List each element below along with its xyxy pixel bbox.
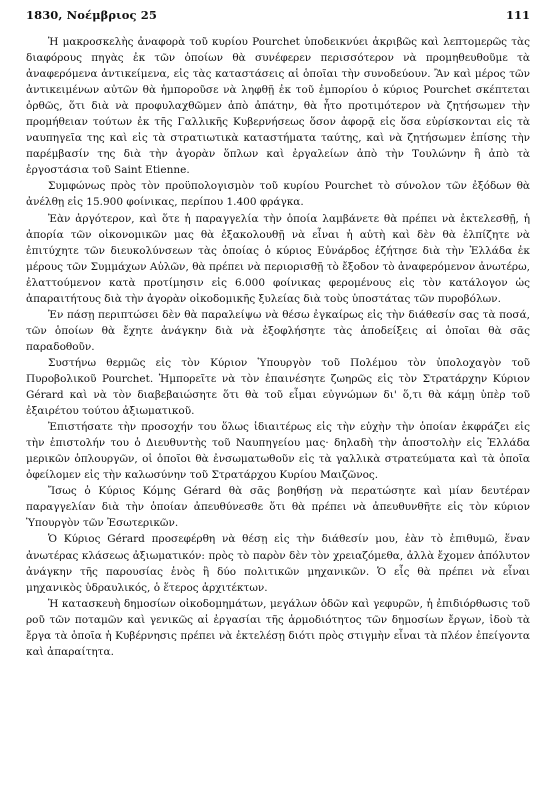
paragraph: Ἴσως ὁ Κύριος Κόμης Gérard θὰ σᾶς βοηθήσῃ νὰ περατώσητε καὶ μίαν δευτέραν παραγγελίαν διὰ τὴν ὁποίαν ἀπευθύνεσθε ὅτι θὰ πρέπει νὰ ἀπευθυνθῆτε εἰς τὸν κύριον Ὑπουργὸν τῶν Ἐσωτερικῶν.: [26, 485, 530, 530]
page-number: 111: [505, 8, 530, 22]
paragraph: Ὁ Κύριος Gérard προσεφέρθη νὰ θέσῃ εἰς τὴν διάθεσίν μου, ἐὰν τὸ ἐπιθυμῶ, ἕναν ἀνωτέρας κλάσεως ἀξιωματικόν: πρὸς τὸ παρὸν δὲν τὸν χρειαζόμεθα, ἀλλὰ ἔχομεν ἀπόλυτον ἀνάγκην τῆς παρουσίας ἑνὸς ἢ δύο πολιτικῶν μηχανικῶν. Ὁ εἷς θὰ πρέπει νὰ εἶναι μηχανικὸς ὑδραυλικός, ὁ ἕτερος ἀρχιτέκτων.: [26, 533, 530, 594]
paragraph: Συμφώνως πρὸς τὸν προϋπολογισμὸν τοῦ κυρίου Pourchet τὸ σύνολον τῶν ἐξόδων θὰ ἀνέλθῃ εἰς 15.900 φοίνικας, περίπου 1.400 φράγκα.: [26, 180, 530, 209]
body-text: [26, 34, 530, 660]
paragraph: Ἡ κατασκευὴ δημοσίων οἰκοδομημάτων, μεγάλων ὁδῶν καὶ γεφυρῶν, ἡ ἐπιδιόρθωσις τοῦ ροῦ τῶν ποταμῶν καὶ γενικῶς αἱ ἐργασίαι τῆς ἁρμοδιότητος τῶν δημοσίων ἔργων, ἰδοὺ τὰ ἔργα τὰ ὁποῖα ἡ Κυβέρνησις πρέπει νὰ ἐκτελέσῃ διότι πρὸς στιγμὴν εἶναι τὰ πλέον ἐπείγοντα καὶ ἀπαραίτητα.: [26, 597, 530, 658]
page-header: [26, 8, 530, 22]
paragraph: Ἐὰν ἀργότερον, καὶ ὅτε ἡ παραγγελία τὴν ὁποία λαμβάνετε θὰ πρέπει νὰ ἐκτελεσθῇ, ἡ ἀπορία τῶν οἰκονομικῶν μας θὰ ἐξακολουθῇ νὰ εἶναι ἡ αὐτὴ καὶ δὲν θὰ ἐλπίζητε νὰ ἐπιτύχητε τῶν διευκολύνσεων τὰς ὁποίας ὁ κύριος Εὐνάρδος ἐζήτησε διὰ τὴν Ἑλλάδα ἐκ μέρους τῶν Συμμάχων Αὐλῶν, θὰ πρέπει νὰ περιορισθῇ τὸ ἔξοδον τὸ ἀναφερόμενον ἀνωτέρω, ἐλαττούμενον κατὰ προτίμησιν εἰς 6.000 φοίνικας φερομένους εἰς τὸν κατάλογον ὡς ἀπαραιτήτους διὰ τὴν ἀγορὰν οἰκοδομικῆς ξυλείας διὰ τοὺς ὑποστάτας τῶν πυροβόλων.: [26, 212, 530, 305]
paragraph: Συστήνω θερμῶς εἰς τὸν Κύριον Ὑπουργὸν τοῦ Πολέμου τὸν ὑπολοχαγὸν τοῦ Πυροβολικοῦ Pourchet. Ἠμπορεῖτε νὰ τὸν ἐπαινέσητε ζωηρῶς εἰς τὸν Στρατάρχην Κύριον Gérard καὶ νὰ τὸν διαβεβαιώσητε ὅτι θὰ τοῦ εἶμαι εὐγνώμων δι' ὅ,τι θὰ κάμῃ ὑπὲρ τοῦ ἐξαιρέτου τούτου ἀξιωματικοῦ.: [26, 356, 530, 418]
paragraph: Ἐπιστήσατε τὴν προσοχήν του ὅλως ἰδιαιτέρως εἰς τὴν εὐχὴν τὴν ὁποίαν ἐκφράζει εἰς τὴν ἐπιστολήν του ὁ Διευθυντὴς τοῦ Ναυπηγείου μας· δηλαδὴ τὴν ἀποστολὴν εἰς Ἑλλάδα μερικῶν ὁπλουργῶν, οἱ ὁποῖοι θὰ ἐνσωματωθοῦν εἰς τὰ γαλλικὰ στρατεύματα καὶ τὰ ὁποῖα ὀφείλομεν εἰς τὴν καλωσύνην τοῦ Στρατάρχου Κυρίου Μαιζῶνος.: [26, 421, 530, 482]
paragraph: Ἡ μακροσκελὴς ἀναφορὰ τοῦ κυρίου Pourchet ὑποδεικνύει ἀκριβῶς καὶ λεπτομερῶς τὰς διαφόρους πηγὰς ἐκ τῶν ὁποίων θὰ συνέφερεν περισσότερον νὰ προμηθευθοῦμε τὰ ἀναφερόμενα ἀντικείμενα, εἰς τὰς καταστάσεις αἱ ὁποῖαι τὴν συνοδεύουν. Ἂν καὶ μέρος τῶν ἀντικειμένων αὐτῶν θὰ ἠμποροῦσε νὰ ληφθῇ ἐκ τοῦ ἐμπορίου ὁ κύριος Pourchet σκέπτεται ὀρθῶς, ὅτι διὰ νὰ προφυλαχθῶμεν ἀπὸ ἀπάτην, θὰ ἦτο προτιμότερον νὰ ζητήσωμεν τὴν προμήθειαν τούτων ἐκ τῆς Γαλλικῆς Κυβερνήσεως ὅσον ἀφορᾷ εἰς ὅσα εὑρίσκονται εἰς τὰ ναυπηγεῖα της καὶ εἰς τὰ στρατιωτικὰ καταστήματα ταύτης, καὶ νὰ ζητήσωμεν ἐπίσης τὴν παρέμβασίν της διὰ τὴν ἀγορὰν ὅπλων καὶ ἐργαλείων ἀπὸ τὴν Τουλώνην ἢ ἀπὸ τὰ ἐργοστάσια τοῦ Saint Etienne.: [26, 36, 530, 177]
header-date: 1830, Νοέμβριος 25: [26, 8, 157, 22]
paragraph: Ἐν πάσῃ περιπτώσει δὲν θὰ παραλείψω νὰ θέσω ἐγκαίρως εἰς τὴν διάθεσίν σας τὰ ποσά, τῶν ὁποίων θὰ ἔχητε ἀνάγκην διὰ νὰ ἐξοφλήσητε τὰς ἀποδείξεις αἱ ὁποῖαι θὰ σᾶς παραδοθοῦν.: [26, 308, 530, 353]
